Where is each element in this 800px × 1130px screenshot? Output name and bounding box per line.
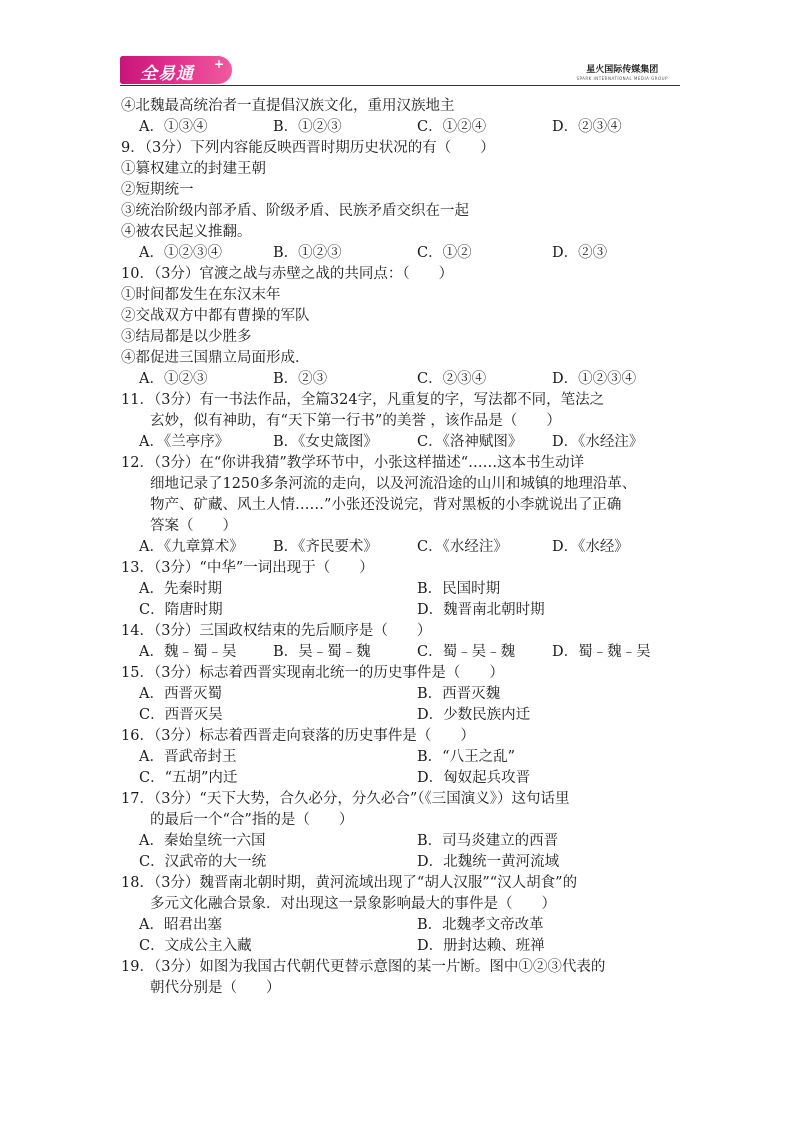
answer-options-row <box>121 705 681 726</box>
question-line: ④被农民起义推翻。 <box>121 224 252 240</box>
question-line: ④都促进三国鼎立局面形成． <box>121 350 310 366</box>
answer-options-row <box>121 432 681 453</box>
answer-options-row <box>121 768 681 789</box>
answer-options-row <box>121 747 681 768</box>
question-line: ③统治阶级内部矛盾、阶级矛盾、民族矛盾交织在一起 <box>121 203 469 219</box>
answer-option: A．①②③ <box>139 371 208 387</box>
question-line: 12．（3分）在“你讲我猜”教学环节中，小张这样描述“……这本书生动详 <box>121 455 585 471</box>
answer-option: B．吴﹣蜀﹣魏 <box>273 644 371 660</box>
answer-option: A．魏﹣蜀﹣吴 <box>139 644 237 660</box>
answer-option: D．魏晋南北朝时期 <box>417 602 545 618</box>
answer-option: C．①②④ <box>417 119 487 135</box>
answer-option: D．②③ <box>552 245 608 261</box>
answer-option: D．②③④ <box>552 119 622 135</box>
answer-options-row <box>121 936 681 957</box>
answer-option: D．①②③④ <box>552 371 637 387</box>
answer-option: D．北魏统一黄河流域 <box>417 854 560 870</box>
answer-option: C．蜀﹣吴﹣魏 <box>417 644 516 660</box>
answer-options-row <box>121 579 681 600</box>
question-line: ③结局都是以少胜多 <box>121 329 252 345</box>
answer-option: B．司马炎建立的西晋 <box>417 833 559 849</box>
answer-option: B．民国时期 <box>417 581 501 597</box>
answer-option: D．册封达赖、班禅 <box>417 938 545 954</box>
answer-option: B．①②③ <box>273 119 342 135</box>
answer-options-row <box>121 117 681 138</box>
logo-plus: + <box>214 57 225 71</box>
answer-option: D．蜀﹣魏﹣吴 <box>552 644 651 660</box>
answer-option: B．北魏孝文帝改革 <box>417 917 544 933</box>
publisher-title: 星火国际传媒集团 <box>586 65 659 75</box>
question-line: 11．（3分）有一书法作品，全篇324字，凡重复的字，写法都不同，笔法之 <box>121 392 605 408</box>
answer-option: D．匈奴起兵攻晋 <box>417 770 531 786</box>
answer-options-row <box>121 831 681 852</box>
answer-options-row <box>121 537 681 558</box>
question-line: 的最后一个“合”指的是（ ） <box>121 812 354 828</box>
answer-option: B．西晋灭魏 <box>417 686 501 702</box>
question-line: ②交战双方中都有曹操的军队 <box>121 308 310 324</box>
answer-option: B．《女史箴图》 <box>273 434 378 450</box>
question-line: 答案（ ） <box>121 518 237 534</box>
answer-option: C．隋唐时期 <box>139 602 223 618</box>
answer-options-row <box>121 642 681 663</box>
brand-logo <box>120 56 232 84</box>
publisher-name <box>576 62 668 81</box>
question-line: 玄妙，似有神助，有“天下第一行书”的美誉 ，该作品是（ ） <box>121 413 561 429</box>
answer-options-row <box>121 243 681 264</box>
header-rule <box>120 85 680 86</box>
answer-options-row <box>121 684 681 705</box>
question-content <box>121 96 681 999</box>
question-line: 细地记录了1250多条河流的走向，以及河流沿途的山川和城镇的地理沿革、 <box>121 476 637 492</box>
answer-option: C．①② <box>417 245 472 261</box>
question-line: ②短期统一 <box>121 182 194 198</box>
question-line: ①时间都发生在东汉末年 <box>121 287 281 303</box>
answer-option: B．②③ <box>273 371 328 387</box>
answer-option: A．昭君出塞 <box>139 917 222 933</box>
answer-option: D．《水经》 <box>552 539 629 555</box>
answer-option: C．汉武帝的大一统 <box>139 854 267 870</box>
question-line: 13．（3分）“中华”一词出现于（ ） <box>121 560 374 576</box>
answer-options-row <box>121 852 681 873</box>
answer-option: A．秦始皇统一六国 <box>139 833 266 849</box>
question-line: 16．（3分）标志着西晋走向衰落的历史事件是（ ） <box>121 728 475 744</box>
answer-option: C．西晋灭吴 <box>139 707 223 723</box>
answer-option: A．先秦时期 <box>139 581 222 597</box>
answer-option: A．晋武帝封王 <box>139 749 237 765</box>
answer-option: A．西晋灭蜀 <box>139 686 222 702</box>
question-line: 19．（3分）如图为我国古代朝代更替示意图的某一片断。图中①②③代表的 <box>121 959 606 975</box>
answer-option: A．①③④ <box>139 119 208 135</box>
answer-option: D．少数民族内迁 <box>417 707 531 723</box>
question-line: 10．（3分）官渡之战与赤壁之战的共同点：（ ） <box>121 266 454 282</box>
question-line: 15．（3分）标志着西晋实现南北统一的历史事件是（ ） <box>121 665 504 681</box>
answer-option: A．《兰亭序》 <box>139 434 230 450</box>
answer-option: A．①②③④ <box>139 245 222 261</box>
question-line: 18．（3分）魏晋南北朝时期，黄河流域出现了“胡人汉服”“汉人胡食”的 <box>121 875 578 891</box>
question-line: 物产、矿藏、风土人情……”小张还没说完，背对黑板的小李就说出了正确 <box>121 497 622 513</box>
answer-option: B．“八王之乱” <box>417 749 515 765</box>
question-line: ①篡权建立的封建王朝 <box>121 161 266 177</box>
question-line: 14．（3分）三国政权结束的先后顺序是（ ） <box>121 623 432 639</box>
answer-option: C．“五胡”内迁 <box>139 770 238 786</box>
question-line: ④北魏最高统治者一直提倡汉族文化，重用汉族地主 <box>121 98 455 114</box>
question-line: 17．（3分）“天下大势，合久必分，分久必合”（《三国演义》）这句话里 <box>121 791 570 807</box>
answer-option: C．《水经注》 <box>417 539 508 555</box>
page-header <box>120 56 680 88</box>
answer-option: C．《洛神赋图》 <box>417 434 523 450</box>
question-line: 多元文化融合景象．对出现这一景象影响最大的事件是（ ） <box>121 896 556 912</box>
answer-options-row <box>121 369 681 390</box>
publisher-subtitle: SPARK INTERNATIONAL MEDIA GROUP <box>576 76 668 81</box>
answer-option: C．文成公主入藏 <box>139 938 252 954</box>
answer-options-row <box>121 600 681 621</box>
logo-text: 全易通 <box>140 64 194 84</box>
answer-option: A．《九章算术》 <box>139 539 244 555</box>
question-line: 朝代分别是（ ） <box>121 980 281 996</box>
answer-option: B．《齐民要术》 <box>273 539 378 555</box>
answer-option: C．②③④ <box>417 371 487 387</box>
answer-option: D．《水经注》 <box>552 434 644 450</box>
question-line: 9．（3分）下列内容能反映西晋时期历史状况的有（ ） <box>121 140 495 156</box>
answer-options-row <box>121 915 681 936</box>
answer-option: B．①②③ <box>273 245 342 261</box>
